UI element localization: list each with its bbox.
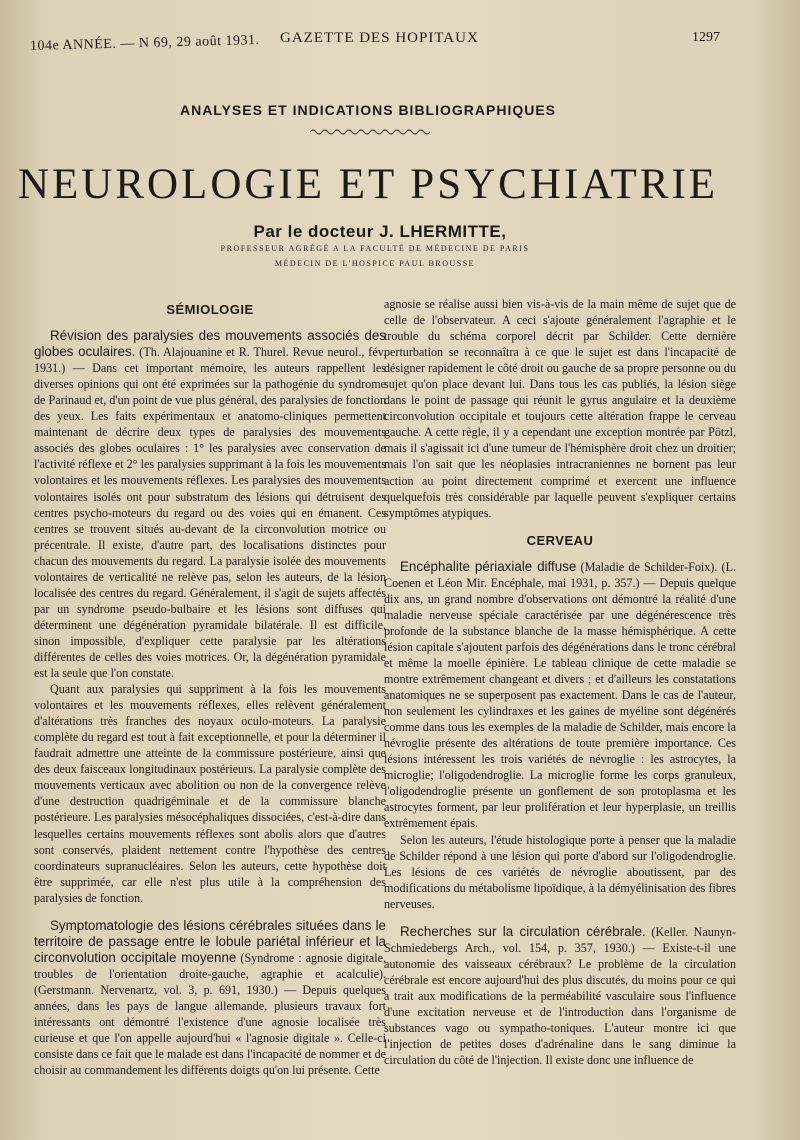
left-column xyxy=(34,296,386,1078)
author-affiliation-1: PROFESSEUR AGRÉGÉ A LA FACULTÉ DE MÉDECINE DE PARIS xyxy=(220,244,530,253)
article-paragraph: Quant aux paralysies qui suppriment à la fois les mouvements volontaires et les mouvements réflexes, elles relèvent généralement d'altérations très franches des noyaux oculo-moteurs. La paralysie complète du regard est tout à fait exceptionnelle, et pour la déterminer il faudrait admettre une atteinte de la commissure postérieure, ainsi que des deux faisceaux longitudinaux postérieurs. La paralysie complète des mouvements verticaux avec abolition ou non de la convergence relève d'une destruction quadrigéminale et de la commissure blanche postérieure. Les paralysies mésocéphaliques dissociées, c'est-à-dire dans lesquelles certains mouvements réflexes sont abolis alors que d'autres sont conservés, plaident nettement contre l'hypothèse des centres coordinateurs supranucléaires. Selon les auteurs, cette hypothèse doit être supprimée, car elle n'est plus utile à la compréhension des paralysies de fonction. xyxy=(34,682,386,905)
section-heading: ANALYSES ET INDICATIONS BIBLIOGRAPHIQUES xyxy=(179,102,557,118)
rubric-cerveau: CERVEAU xyxy=(526,532,594,548)
ornament-squiggle xyxy=(310,128,430,136)
article-symptomatologie xyxy=(34,918,386,1078)
issue-info: 104e ANNÉE. — N 69, 29 août 1931. xyxy=(29,32,260,55)
page-title: NEUROLOGIE ET PSYCHIATRIE xyxy=(17,161,719,208)
article-body: (Maladie de Schilder-Foix). (L. Coenen et Léon Mir. Encéphale, mai 1931, p. 357.) — Depuis quelque dix ans, un grand nombre d'observations ont démontré la réalité d'une maladie nerveuse spéciale caractérisée par une dégénérescence très profonde de la substance blanche de la masse hémisphérique. A cette lésion capitale s'ajoutent parfois des dégénérations dans le tronc cérébral et même la moelle épinière. Le tableau clinique de cette maladie se montre extrêmement changeant et divers ; et d'ailleurs les constatations anatomiques ne se superposent pas exactement. Dans le cas de l'auteur, non seulement les cylindraxes et les gaines de myéline sont dégénérés comme dans tous les exemples de la maladie de Schilder, mais encore la névroglie présente des altérations de toute première importance. Ces lésions intéressent les trois variétés de névroglie : les astrocytes, la microglie; l'oligodendroglie. La microglie forme les corps granuleux, l'oligodendroglie présente un gonflement de son protoplasma et les astrocytes forment, par leur prolifération et leur hyperplasie, un treillis extrêmement épais. xyxy=(384,559,736,831)
author-line: Par le docteur J. LHERMITTE, xyxy=(253,222,507,241)
running-header xyxy=(0,28,800,56)
article-paragraph: Selon les auteurs, l'étude histologique porte à penser que la maladie de Schilder répond à une lésion qui porte d'abord sur l'oligodendroglie. Les lésions de ces variétés de névroglie aboutissent, par des modifications du métabolisme lipoïdique, à la démyélinisation des fibres nerveuses. xyxy=(384,832,736,911)
article-title: Recherches sur la circulation cérébrale. xyxy=(400,923,646,939)
right-column xyxy=(384,296,736,1068)
article-circulation xyxy=(384,924,736,1068)
article-revision xyxy=(34,328,386,681)
article-title: Encéphalite périaxiale diffuse xyxy=(400,558,577,574)
article-body: (Syndrome : agnosie digitale, troubles de l'orientation droite-gauche, agraphie et acalculie). (Gerstmann. Nervenartz, vol. 3, p. 691, 1930.) — Depuis quelques années, dans les pays de langue allemande, plusieurs travaux fort intéressants ont démontré l'existence d'une agnosie localisée très curieuse et que l'on appelle aujourd'hui « l'agnosie digitale ». Celle-ci consiste dans ce fait que le malade est dans l'incapacité de nommer et de choisir au commandement les différents doigts qu'on lui présente. Cette xyxy=(34,950,386,1078)
journal-name: GAZETTE DES HOPITAUX xyxy=(280,30,479,46)
article-title: Révision des paralysies des mouvements associés des globes oculaires. xyxy=(34,328,386,360)
article-encephalite xyxy=(384,559,736,832)
article-title: Symptomatologie des lésions cérébrales situées dans le territoire de passage entre le lobule pariétal inférieur et la circonvolution occipitale moyenne xyxy=(34,917,386,965)
page-number: 1297 xyxy=(692,30,720,45)
article-body: (Keller. Naunyn-Schmiedebergs Arch., vol. 154, p. 357, 1930.) — Existe-t-il une autonomie des vaisseaux cérébraux? Le problème de la circulation cérébrale est encore aujourd'hui des plus discutés, du moins pour ce qui a trait aux modifications de la perméabilité vasculaire sous l'influence d'une excitation nerveuse et de l'introduction dans l'organisme de substances vago ou sympatho-toniques. L'auteur montre ici que l'injection de petites doses d'adrénaline dans le sang diminue la circulation du côté de l'injection. Il existe donc une influence de xyxy=(384,924,736,1068)
article-body: (Th. Alajouanine et R. Thurel. Revue neurol., fév. 1931.) — Dans cet important mémoire, les auteurs rappellent les diverses opinions qui ont été exprimées sur la pathogénie du syndrome de Parinaud et, d'un point de vue plus général, des paralysies de fonction des yeux. Les faits expérimentaux et anatomo-cliniques permettent maintenant de décrire deux types de paralysies des mouvements associés des globes oculaires : 1° les paralysies avec conservation de l'activité réflexe et 2° les paralysies supprimant à la fois les mouvements volontaires et les mouvements réflexes. Les paralysies des mouvements volontaires isolés ont pour substratum des lésions qui détruisent des centres psycho-moteurs du regard ou des voies qui en émanent. Ces centres se trouvent situés au-devant de la circonvolution motrice ou précentrale. Il existe, d'autre part, des localisations distinctes pour chacun des mouvements du regard. La paralysie isolée des mouvements volontaires de verticalité ne relève pas, selon les auteurs, de la lésion localisée des centres du regard. Généralement, il s'agit de sujets affectés par un syndrome pseudo-bulbaire et les lésions sont diffuses qui déterminent une dégénération pyramidale bilatérale. Il est difficile, sinon impossible, d'expliquer cette paralysie par les altérations différentes de celles des voies motrices. Or, la dégénération pyramidale est la seule que l'on constate. xyxy=(34,345,386,681)
rubric-semiologie: SÉMIOLOGIE xyxy=(166,302,254,317)
author-affiliation-2: MÉDECIN DE L'HOSPICE PAUL BROUSSE xyxy=(274,259,476,268)
article-continuation: agnosie se réalise aussi bien vis-à-vis de la main même de sujet que de celle de l'observateur. A ceci s'ajoute généralement l'agraphie et le trouble du schéma corporel décrit par Schilder. Cette dernière perturbation se reconnaîtra à ce que le sujet est dans l'incapacité de désigner rapidement le côté droit ou gauche de sa propre personne ou du sujet qu'on place devant lui. Dans tous les cas publiés, la lésion siège dans le point de passage qui réunit le gyrus angulaire et la deuxième circonvolution occipitale et toujours cette altération frappe le cerveau gauche. A cette règle, il y a cependant une exception montrée par Pötzl, mais il s'agissait ici d'une tumeur de l'hémisphère droit chez un droitier; mais l'on sait que les néoplasies intracraniennes ne bornent pas leur action au point directement comprimé et exercent une influence quelquefois très considérable par laquelle peuvent s'expliquer certains symptômes atypiques. xyxy=(384,297,736,520)
